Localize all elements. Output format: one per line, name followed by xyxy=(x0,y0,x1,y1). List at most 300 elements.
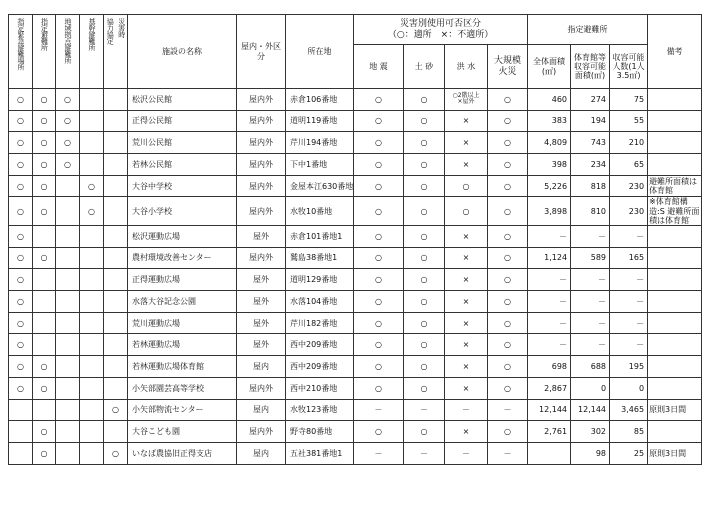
mark-core xyxy=(80,269,104,291)
indoor-outdoor: 屋内外 xyxy=(237,377,286,399)
indoor-outdoor: 屋内 xyxy=(237,442,286,464)
landslide-suitability: ○ xyxy=(404,154,445,176)
total-area: － xyxy=(528,269,571,291)
address: 赤倉101番地1 xyxy=(286,226,354,248)
facility-name: 農村環境改善センター xyxy=(128,247,237,269)
facility-name: 若林公民館 xyxy=(128,154,237,176)
total-area: － xyxy=(528,226,571,248)
table-row xyxy=(9,377,702,399)
flood-suitability: × xyxy=(445,269,488,291)
earthquake-suitability: ○ xyxy=(354,154,404,176)
earthquake-suitability: ○ xyxy=(354,377,404,399)
mark-cooperation xyxy=(104,421,128,443)
table-row xyxy=(9,197,702,226)
remarks xyxy=(648,132,702,154)
capacity: 75 xyxy=(610,89,648,111)
indoor-outdoor: 屋内外 xyxy=(237,132,286,154)
address: 五社381番地1 xyxy=(286,442,354,464)
mark-cooperation xyxy=(104,89,128,111)
total-area: 5,226 xyxy=(528,175,571,197)
total-area: － xyxy=(528,334,571,356)
capacity: 65 xyxy=(610,154,648,176)
mark-core xyxy=(80,89,104,111)
mark-core xyxy=(80,226,104,248)
mark-core xyxy=(80,442,104,464)
mark-core xyxy=(80,154,104,176)
flood-suitability: × xyxy=(445,154,488,176)
earthquake-suitability: ○ xyxy=(354,226,404,248)
fire-suitability: ○ xyxy=(488,132,528,154)
gym-area: － xyxy=(571,269,610,291)
table-row xyxy=(9,356,702,378)
earthquake-suitability: ○ xyxy=(354,312,404,334)
landslide-suitability: － xyxy=(404,442,445,464)
mark-emergency: ○ xyxy=(9,291,33,313)
landslide-suitability: ○ xyxy=(404,247,445,269)
remarks xyxy=(648,154,702,176)
mark-emergency: ○ xyxy=(9,247,33,269)
remarks xyxy=(648,110,702,132)
total-area: 4,809 xyxy=(528,132,571,154)
fire-suitability: ○ xyxy=(488,154,528,176)
indoor-outdoor: 屋内 xyxy=(237,399,286,421)
flood-suitability: － xyxy=(445,442,488,464)
header-core: 基幹避難所 xyxy=(80,15,104,89)
mark-cooperation xyxy=(104,175,128,197)
facility-name: 荒川公民館 xyxy=(128,132,237,154)
indoor-outdoor: 屋内外 xyxy=(237,110,286,132)
gym-area: 743 xyxy=(571,132,610,154)
gym-area: 274 xyxy=(571,89,610,111)
gym-area: － xyxy=(571,334,610,356)
gym-area: 98 xyxy=(571,442,610,464)
mark-cooperation xyxy=(104,154,128,176)
mark-shelter: ○ xyxy=(33,377,56,399)
mark-emergency: ○ xyxy=(9,356,33,378)
capacity: 230 xyxy=(610,175,648,197)
gym-area: 302 xyxy=(571,421,610,443)
fire-suitability: － xyxy=(488,399,528,421)
address: 水牧123番地 xyxy=(286,399,354,421)
mark-shelter: ○ xyxy=(33,154,56,176)
flood-suitability: × xyxy=(445,247,488,269)
mark-shelter: ○ xyxy=(33,356,56,378)
facility-name: 正得公民館 xyxy=(128,110,237,132)
header-remarks: 備考 xyxy=(648,15,702,89)
total-area: 2,867 xyxy=(528,377,571,399)
fire-suitability: ○ xyxy=(488,110,528,132)
mark-regional xyxy=(56,377,80,399)
mark-regional: ○ xyxy=(56,132,80,154)
table-row xyxy=(9,132,702,154)
flood-suitability: × xyxy=(445,110,488,132)
mark-emergency: ○ xyxy=(9,226,33,248)
capacity: 55 xyxy=(610,110,648,132)
mark-cooperation xyxy=(104,356,128,378)
landslide-suitability: ○ xyxy=(404,226,445,248)
flood-suitability: × xyxy=(445,291,488,313)
earthquake-suitability: ○ xyxy=(354,89,404,111)
mark-emergency: ○ xyxy=(9,132,33,154)
mark-shelter: ○ xyxy=(33,175,56,197)
mark-cooperation xyxy=(104,377,128,399)
capacity: 230 xyxy=(610,197,648,226)
mark-regional: ○ xyxy=(56,89,80,111)
address: 西中209番地 xyxy=(286,356,354,378)
gym-area: 194 xyxy=(571,110,610,132)
flood-suitability: × xyxy=(445,132,488,154)
address: 水牧10番地 xyxy=(286,197,354,226)
mark-emergency: ○ xyxy=(9,110,33,132)
capacity: － xyxy=(610,226,648,248)
mark-shelter: ○ xyxy=(33,197,56,226)
landslide-suitability: ○ xyxy=(404,312,445,334)
mark-shelter xyxy=(33,312,56,334)
indoor-outdoor: 屋外 xyxy=(237,226,286,248)
facility-name: 小矢部物流センター xyxy=(128,399,237,421)
address: 赤倉106番地 xyxy=(286,89,354,111)
landslide-suitability: － xyxy=(404,399,445,421)
remarks: 避難所面積は体育館 xyxy=(648,175,702,197)
table-row xyxy=(9,247,702,269)
total-area: 1,124 xyxy=(528,247,571,269)
total-area: 3,898 xyxy=(528,197,571,226)
remarks xyxy=(648,312,702,334)
header-hazard-group: 災害別使用可否区分 （○：適所 ×：不適所） xyxy=(354,15,528,45)
indoor-outdoor: 屋外 xyxy=(237,269,286,291)
mark-shelter xyxy=(33,291,56,313)
mark-regional xyxy=(56,334,80,356)
mark-core xyxy=(80,291,104,313)
table-row xyxy=(9,110,702,132)
mark-regional xyxy=(56,197,80,226)
fire-suitability: ○ xyxy=(488,334,528,356)
fire-suitability: ○ xyxy=(488,226,528,248)
table-row xyxy=(9,442,702,464)
landslide-suitability: ○ xyxy=(404,175,445,197)
mark-shelter xyxy=(33,399,56,421)
earthquake-suitability: － xyxy=(354,442,404,464)
mark-cooperation xyxy=(104,132,128,154)
mark-regional xyxy=(56,421,80,443)
total-area: 383 xyxy=(528,110,571,132)
mark-shelter: ○ xyxy=(33,247,56,269)
remarks: ※体育館構造:S 避難所面積は体育館 xyxy=(648,197,702,226)
remarks xyxy=(648,247,702,269)
mark-cooperation xyxy=(104,197,128,226)
capacity: 0 xyxy=(610,377,648,399)
total-area: 398 xyxy=(528,154,571,176)
mark-core xyxy=(80,110,104,132)
table-row xyxy=(9,334,702,356)
table-row xyxy=(9,226,702,248)
indoor-outdoor: 屋内外 xyxy=(237,154,286,176)
facility-name: 松沢公民館 xyxy=(128,89,237,111)
facility-name: いなば農協旧正得支店 xyxy=(128,442,237,464)
address: 芹川194番地 xyxy=(286,132,354,154)
facility-name: 大谷中学校 xyxy=(128,175,237,197)
capacity: 85 xyxy=(610,421,648,443)
fire-suitability: ○ xyxy=(488,197,528,226)
total-area: 698 xyxy=(528,356,571,378)
indoor-outdoor: 屋外 xyxy=(237,334,286,356)
total-area: － xyxy=(528,312,571,334)
remarks xyxy=(648,291,702,313)
header-facility-name: 施設の名称 xyxy=(128,15,237,89)
mark-cooperation xyxy=(104,334,128,356)
mark-emergency: ○ xyxy=(9,269,33,291)
flood-suitability: × xyxy=(445,356,488,378)
facility-name: 正得運動広場 xyxy=(128,269,237,291)
facility-name: 小矢部園芸高等学校 xyxy=(128,377,237,399)
landslide-suitability: ○ xyxy=(404,356,445,378)
facility-name: 大谷小学校 xyxy=(128,197,237,226)
header-location: 所在地 xyxy=(286,15,354,89)
mark-emergency: ○ xyxy=(9,334,33,356)
mark-shelter: ○ xyxy=(33,421,56,443)
earthquake-suitability: ○ xyxy=(354,269,404,291)
gym-area: － xyxy=(571,226,610,248)
mark-emergency xyxy=(9,421,33,443)
earthquake-suitability: ○ xyxy=(354,421,404,443)
table-row xyxy=(9,154,702,176)
mark-regional xyxy=(56,269,80,291)
header-designated-shelter: 指定避難所 xyxy=(33,15,56,89)
facility-name: 松沢運動広場 xyxy=(128,226,237,248)
gym-area: 818 xyxy=(571,175,610,197)
fire-suitability: － xyxy=(488,442,528,464)
mark-emergency xyxy=(9,442,33,464)
mark-cooperation xyxy=(104,312,128,334)
fire-suitability: ○ xyxy=(488,356,528,378)
mark-emergency: ○ xyxy=(9,175,33,197)
flood-suitability: － xyxy=(445,399,488,421)
capacity: － xyxy=(610,334,648,356)
address: 下中1番地 xyxy=(286,154,354,176)
mark-emergency: ○ xyxy=(9,312,33,334)
capacity: 25 xyxy=(610,442,648,464)
address: 道明129番地 xyxy=(286,269,354,291)
address: 野寺80番地 xyxy=(286,421,354,443)
header-cooperation: 災害時 協力協定 xyxy=(104,15,128,89)
mark-core xyxy=(80,356,104,378)
mark-regional: ○ xyxy=(56,154,80,176)
landslide-suitability: ○ xyxy=(404,132,445,154)
mark-cooperation xyxy=(104,269,128,291)
gym-area: 0 xyxy=(571,377,610,399)
landslide-suitability: ○ xyxy=(404,197,445,226)
mark-regional: ○ xyxy=(56,110,80,132)
table-row xyxy=(9,175,702,197)
indoor-outdoor: 屋内外 xyxy=(237,175,286,197)
mark-regional xyxy=(56,175,80,197)
table-row xyxy=(9,89,702,111)
gym-area: － xyxy=(571,312,610,334)
flood-suitability: × xyxy=(445,312,488,334)
header-total-area: 全体面積(㎡) xyxy=(528,45,571,89)
flood-suitability: ○ xyxy=(445,197,488,226)
mark-shelter xyxy=(33,226,56,248)
mark-regional xyxy=(56,226,80,248)
mark-regional xyxy=(56,442,80,464)
mark-emergency: ○ xyxy=(9,197,33,226)
fire-suitability: ○ xyxy=(488,312,528,334)
mark-core xyxy=(80,377,104,399)
header-gym-area: 体育館等収容可能面積(㎡) xyxy=(571,45,610,89)
remarks xyxy=(648,421,702,443)
remarks xyxy=(648,269,702,291)
indoor-outdoor: 屋内外 xyxy=(237,421,286,443)
mark-core xyxy=(80,334,104,356)
table-row xyxy=(9,312,702,334)
address: 金屋本江630番地 xyxy=(286,175,354,197)
facility-name: 若林運動広場 xyxy=(128,334,237,356)
address: 西中210番地 xyxy=(286,377,354,399)
capacity: － xyxy=(610,269,648,291)
address: 西中209番地 xyxy=(286,334,354,356)
remarks: 原則3日間 xyxy=(648,442,702,464)
mark-regional xyxy=(56,247,80,269)
gym-area: 12,144 xyxy=(571,399,610,421)
mark-shelter: ○ xyxy=(33,89,56,111)
header-capacity: 収容可能人数(1人3.5㎡) xyxy=(610,45,648,89)
fire-suitability: ○ xyxy=(488,377,528,399)
capacity: 195 xyxy=(610,356,648,378)
flood-suitability: × xyxy=(445,226,488,248)
fire-suitability: ○ xyxy=(488,269,528,291)
mark-core xyxy=(80,421,104,443)
remarks: 原則3日間 xyxy=(648,399,702,421)
header-flood: 洪 水 xyxy=(445,45,488,89)
flood-suitability: ○ xyxy=(445,175,488,197)
address: 鷲島38番地1 xyxy=(286,247,354,269)
capacity: 165 xyxy=(610,247,648,269)
mark-core xyxy=(80,247,104,269)
mark-core xyxy=(80,132,104,154)
address: 道明119番地 xyxy=(286,110,354,132)
flood-suitability: × xyxy=(445,421,488,443)
facility-name: 荒川運動広場 xyxy=(128,312,237,334)
header-regional-base: 地域拠点避難所 xyxy=(56,15,80,89)
total-area xyxy=(528,442,571,464)
indoor-outdoor: 屋外 xyxy=(237,312,286,334)
gym-area: 234 xyxy=(571,154,610,176)
table-row xyxy=(9,421,702,443)
earthquake-suitability: ○ xyxy=(354,291,404,313)
mark-shelter: ○ xyxy=(33,110,56,132)
header-earthquake: 地 震 xyxy=(354,45,404,89)
header-landslide: 土 砂 xyxy=(404,45,445,89)
earthquake-suitability: ○ xyxy=(354,175,404,197)
mark-emergency: ○ xyxy=(9,377,33,399)
gym-area: 589 xyxy=(571,247,610,269)
earthquake-suitability: ○ xyxy=(354,334,404,356)
landslide-suitability: ○ xyxy=(404,110,445,132)
gym-area: － xyxy=(571,291,610,313)
capacity: － xyxy=(610,312,648,334)
fire-suitability: ○ xyxy=(488,421,528,443)
remarks xyxy=(648,226,702,248)
table-row xyxy=(9,399,702,421)
flood-suitability: × xyxy=(445,334,488,356)
table-row xyxy=(9,291,702,313)
fire-suitability: ○ xyxy=(488,89,528,111)
mark-core: ○ xyxy=(80,175,104,197)
landslide-suitability: ○ xyxy=(404,377,445,399)
total-area: － xyxy=(528,291,571,313)
mark-cooperation: ○ xyxy=(104,442,128,464)
mark-shelter xyxy=(33,334,56,356)
flood-suitability: ○2階以上 ×屋外 xyxy=(445,89,488,111)
mark-regional xyxy=(56,356,80,378)
address: 芹川182番地 xyxy=(286,312,354,334)
earthquake-suitability: ○ xyxy=(354,110,404,132)
mark-cooperation xyxy=(104,247,128,269)
mark-emergency: ○ xyxy=(9,89,33,111)
indoor-outdoor: 屋内外 xyxy=(237,197,286,226)
indoor-outdoor: 屋外 xyxy=(237,291,286,313)
earthquake-suitability: ○ xyxy=(354,356,404,378)
indoor-outdoor: 屋内外 xyxy=(237,89,286,111)
earthquake-suitability: ○ xyxy=(354,247,404,269)
header-shelter-group: 指定避難所 xyxy=(528,15,648,45)
mark-core xyxy=(80,399,104,421)
mark-shelter: ○ xyxy=(33,442,56,464)
capacity: － xyxy=(610,291,648,313)
mark-shelter: ○ xyxy=(33,132,56,154)
mark-shelter xyxy=(33,269,56,291)
mark-regional xyxy=(56,312,80,334)
header-designated-emergency: 指定緊急避難場所 xyxy=(9,15,33,89)
mark-cooperation xyxy=(104,226,128,248)
mark-cooperation xyxy=(104,291,128,313)
address: 水落104番地 xyxy=(286,291,354,313)
mark-emergency: ○ xyxy=(9,154,33,176)
landslide-suitability: ○ xyxy=(404,421,445,443)
remarks xyxy=(648,334,702,356)
header-large-fire: 大規模火災 xyxy=(488,45,528,89)
remarks xyxy=(648,89,702,111)
remarks xyxy=(648,356,702,378)
earthquake-suitability: － xyxy=(354,399,404,421)
total-area: 12,144 xyxy=(528,399,571,421)
total-area: 460 xyxy=(528,89,571,111)
mark-cooperation: ○ xyxy=(104,399,128,421)
earthquake-suitability: ○ xyxy=(354,132,404,154)
indoor-outdoor: 屋内 xyxy=(237,356,286,378)
fire-suitability: ○ xyxy=(488,247,528,269)
mark-core: ○ xyxy=(80,197,104,226)
landslide-suitability: ○ xyxy=(404,334,445,356)
total-area: 2,761 xyxy=(528,421,571,443)
mark-core xyxy=(80,312,104,334)
flood-suitability: × xyxy=(445,377,488,399)
indoor-outdoor: 屋内外 xyxy=(237,247,286,269)
fire-suitability: ○ xyxy=(488,175,528,197)
landslide-suitability: ○ xyxy=(404,291,445,313)
mark-regional xyxy=(56,291,80,313)
fire-suitability: ○ xyxy=(488,291,528,313)
capacity: 3,465 xyxy=(610,399,648,421)
header-indoor-outdoor: 屋内・外区分 xyxy=(237,15,286,89)
facility-name: 水落大谷記念公園 xyxy=(128,291,237,313)
facility-name: 若林運動広場体育館 xyxy=(128,356,237,378)
shelter-table xyxy=(8,14,702,465)
mark-cooperation xyxy=(104,110,128,132)
mark-regional xyxy=(56,399,80,421)
capacity: 210 xyxy=(610,132,648,154)
gym-area: 810 xyxy=(571,197,610,226)
